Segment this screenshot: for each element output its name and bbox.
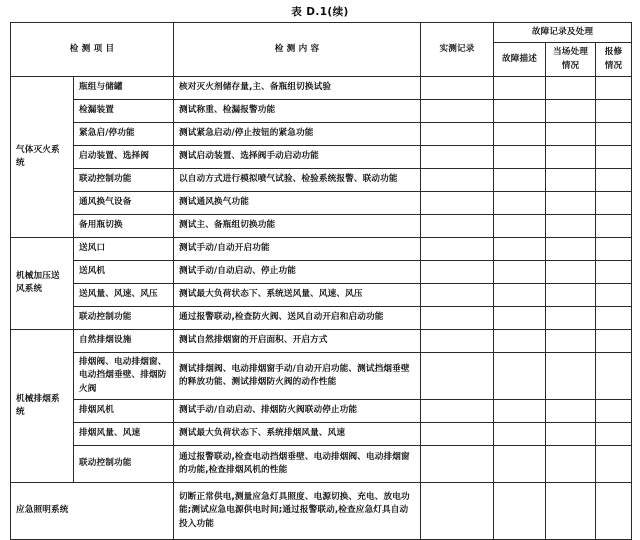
repair-status-cell[interactable] xyxy=(596,399,632,422)
table-header xyxy=(11,23,632,77)
fault-description-cell[interactable] xyxy=(494,445,546,482)
repair-status-cell[interactable] xyxy=(596,283,632,306)
inspection-item-cell: 排烟风量、风速 xyxy=(74,422,174,445)
measured-record-cell[interactable] xyxy=(421,399,494,422)
onsite-handling-cell[interactable] xyxy=(546,482,596,539)
inspection-content-cell: 测试启动装置、选择阀手动启动功能 xyxy=(174,145,421,168)
inspection-content-cell: 测试主、备瓶组切换功能 xyxy=(174,214,421,237)
measured-record-cell[interactable] xyxy=(421,191,494,214)
repair-status-cell[interactable] xyxy=(596,214,632,237)
inspection-content-cell: 核对灭火剂储存量,主、备瓶组切换试验 xyxy=(174,76,421,99)
repair-status-cell[interactable] xyxy=(596,260,632,283)
header-repair-status: 报修情况 xyxy=(596,43,632,77)
inspection-content-cell: 通过报警联动,检查电动挡烟垂壁、电动排烟阀、电动排烟窗的功能,检查排烟风机的性能 xyxy=(174,445,421,482)
onsite-handling-cell[interactable] xyxy=(546,145,596,168)
inspection-content-cell: 测试手动/自动启动、排烟防火阀联动停止功能 xyxy=(174,399,421,422)
inspection-item-cell: 排烟风机 xyxy=(74,399,174,422)
onsite-handling-cell[interactable] xyxy=(546,214,596,237)
table-row xyxy=(11,306,632,329)
inspection-item-cell: 紧急启/停功能 xyxy=(74,122,174,145)
inspection-content-cell: 测试最大负荷状态下、系统排烟风量、风速 xyxy=(174,422,421,445)
inspection-item-cell: 检漏装置 xyxy=(74,99,174,122)
table-row xyxy=(11,191,632,214)
repair-status-cell[interactable] xyxy=(596,422,632,445)
table-row xyxy=(11,399,632,422)
inspection-item-cell: 排烟阀、电动排烟窗、电动挡烟垂壁、排烟防火阀 xyxy=(74,352,174,399)
inspection-content-cell: 测试紧急启动/停止按钮的紧急功能 xyxy=(174,122,421,145)
fault-description-cell[interactable] xyxy=(494,399,546,422)
fault-description-cell[interactable] xyxy=(494,306,546,329)
inspection-item-cell: 瓶组与储罐 xyxy=(74,76,174,99)
inspection-item-cell: 通风换气设备 xyxy=(74,191,174,214)
header-measured-record: 实测记录 xyxy=(421,23,494,77)
inspection-content-cell: 测试通风换气功能 xyxy=(174,191,421,214)
inspection-item-cell: 送风口 xyxy=(74,237,174,260)
onsite-handling-cell[interactable] xyxy=(546,329,596,352)
repair-status-cell[interactable] xyxy=(596,122,632,145)
inspection-item-cell: 联动控制功能 xyxy=(74,306,174,329)
inspection-content-cell: 测试自然排烟窗的开启面积、开启方式 xyxy=(174,329,421,352)
system-name-cell: 机械加压送风系统 xyxy=(11,237,74,329)
onsite-handling-cell[interactable] xyxy=(546,76,596,99)
fault-description-cell[interactable] xyxy=(494,352,546,399)
onsite-handling-cell[interactable] xyxy=(546,260,596,283)
table-row xyxy=(11,168,632,191)
repair-status-cell[interactable] xyxy=(596,237,632,260)
inspection-item-cell: 联动控制功能 xyxy=(74,445,174,482)
system-name-cell: 应急照明系统 xyxy=(11,482,174,539)
measured-record-cell[interactable] xyxy=(421,329,494,352)
table-row xyxy=(11,445,632,482)
measured-record-cell[interactable] xyxy=(421,99,494,122)
inspection-content-cell: 测试称重、检漏报警功能 xyxy=(174,99,421,122)
header-inspection-content: 检 测 内 容 xyxy=(174,23,421,77)
table-row xyxy=(11,214,632,237)
system-name-cell: 机械排烟系统 xyxy=(11,329,74,482)
fault-description-cell[interactable] xyxy=(494,145,546,168)
header-onsite-handling: 当场处理情况 xyxy=(546,43,596,77)
repair-status-cell[interactable] xyxy=(596,352,632,399)
table-row xyxy=(11,76,632,99)
fault-description-cell[interactable] xyxy=(494,214,546,237)
fault-description-cell[interactable] xyxy=(494,168,546,191)
fault-description-cell[interactable] xyxy=(494,76,546,99)
onsite-handling-cell[interactable] xyxy=(546,122,596,145)
repair-status-cell[interactable] xyxy=(596,168,632,191)
measured-record-cell[interactable] xyxy=(421,482,494,539)
fault-description-cell[interactable] xyxy=(494,422,546,445)
table-row xyxy=(11,260,632,283)
onsite-handling-cell[interactable] xyxy=(546,283,596,306)
inspection-item-cell: 启动装置、选择阀 xyxy=(74,145,174,168)
repair-status-cell[interactable] xyxy=(596,306,632,329)
measured-record-cell[interactable] xyxy=(421,422,494,445)
measured-record-cell[interactable] xyxy=(421,214,494,237)
onsite-handling-cell[interactable] xyxy=(546,399,596,422)
repair-status-cell[interactable] xyxy=(596,99,632,122)
repair-status-cell[interactable] xyxy=(596,191,632,214)
measured-record-cell[interactable] xyxy=(421,237,494,260)
onsite-handling-cell[interactable] xyxy=(546,191,596,214)
measured-record-cell[interactable] xyxy=(421,76,494,99)
onsite-handling-cell[interactable] xyxy=(546,352,596,399)
system-name-cell: 气体灭火系统 xyxy=(11,76,74,237)
inspection-item-cell: 自然排烟设施 xyxy=(74,329,174,352)
measured-record-cell[interactable] xyxy=(421,445,494,482)
inspection-content-cell: 通过报警联动,检查防火阀、送风自动开启和启动功能 xyxy=(174,306,421,329)
measured-record-cell[interactable] xyxy=(421,260,494,283)
measured-record-cell[interactable] xyxy=(421,168,494,191)
onsite-handling-cell[interactable] xyxy=(546,422,596,445)
repair-status-cell[interactable] xyxy=(596,445,632,482)
inspection-item-cell: 送风量、风速、风压 xyxy=(74,283,174,306)
fault-description-cell[interactable] xyxy=(494,191,546,214)
table-row xyxy=(11,283,632,306)
measured-record-cell[interactable] xyxy=(421,352,494,399)
onsite-handling-cell[interactable] xyxy=(546,445,596,482)
onsite-handling-cell[interactable] xyxy=(546,99,596,122)
header-row-top xyxy=(11,23,632,43)
fault-description-cell[interactable] xyxy=(494,329,546,352)
fault-description-cell[interactable] xyxy=(494,283,546,306)
table-row xyxy=(11,352,632,399)
table-row xyxy=(11,329,632,352)
measured-record-cell[interactable] xyxy=(421,283,494,306)
fault-description-cell[interactable] xyxy=(494,260,546,283)
table-row xyxy=(11,99,632,122)
table-row xyxy=(11,482,632,539)
table-body xyxy=(11,76,632,539)
inspection-item-cell: 送风机 xyxy=(74,260,174,283)
fault-description-cell[interactable] xyxy=(494,237,546,260)
header-fault-record-group: 故障记录及处理 xyxy=(494,23,632,43)
table-row xyxy=(11,422,632,445)
table-row xyxy=(11,122,632,145)
fault-description-cell[interactable] xyxy=(494,122,546,145)
inspection-content-cell: 测试排烟阀、电动排烟窗手动/自动开启功能、测试挡烟垂壁的释放功能、测试排烟防火阀的动作性能 xyxy=(174,352,421,399)
header-inspection-item: 检 测 项 目 xyxy=(11,23,174,77)
inspection-table xyxy=(10,22,632,540)
inspection-content-cell: 测试最大负荷状态下、系统送风量、风速、风压 xyxy=(174,283,421,306)
inspection-content-cell: 以自动方式进行模拟喷气试验、检验系统报警、联动功能 xyxy=(174,168,421,191)
onsite-handling-cell[interactable] xyxy=(546,237,596,260)
repair-status-cell[interactable] xyxy=(596,329,632,352)
fault-description-cell[interactable] xyxy=(494,99,546,122)
inspection-item-cell: 联动控制功能 xyxy=(74,168,174,191)
onsite-handling-cell[interactable] xyxy=(546,306,596,329)
inspection-content-cell: 测试手动/自动开启功能 xyxy=(174,237,421,260)
table-row xyxy=(11,237,632,260)
repair-status-cell[interactable] xyxy=(596,145,632,168)
onsite-handling-cell[interactable] xyxy=(546,168,596,191)
measured-record-cell[interactable] xyxy=(421,145,494,168)
measured-record-cell[interactable] xyxy=(421,306,494,329)
repair-status-cell[interactable] xyxy=(596,76,632,99)
fault-description-cell[interactable] xyxy=(494,482,546,539)
table-row xyxy=(11,145,632,168)
page-title: 表 D.1(续) xyxy=(291,6,349,18)
inspection-item-cell: 备用瓶切换 xyxy=(74,214,174,237)
inspection-content-cell: 切断正常供电,测量应急灯具照度、电源切换、充电、放电功能;测试应急电源供电时间;通过报警联动,检查应急灯具自动投入功能 xyxy=(174,482,421,539)
header-fault-description: 故障描述 xyxy=(494,43,546,77)
inspection-content-cell: 测试手动/自动启动、停止功能 xyxy=(174,260,421,283)
repair-status-cell[interactable] xyxy=(596,482,632,539)
measured-record-cell[interactable] xyxy=(421,122,494,145)
